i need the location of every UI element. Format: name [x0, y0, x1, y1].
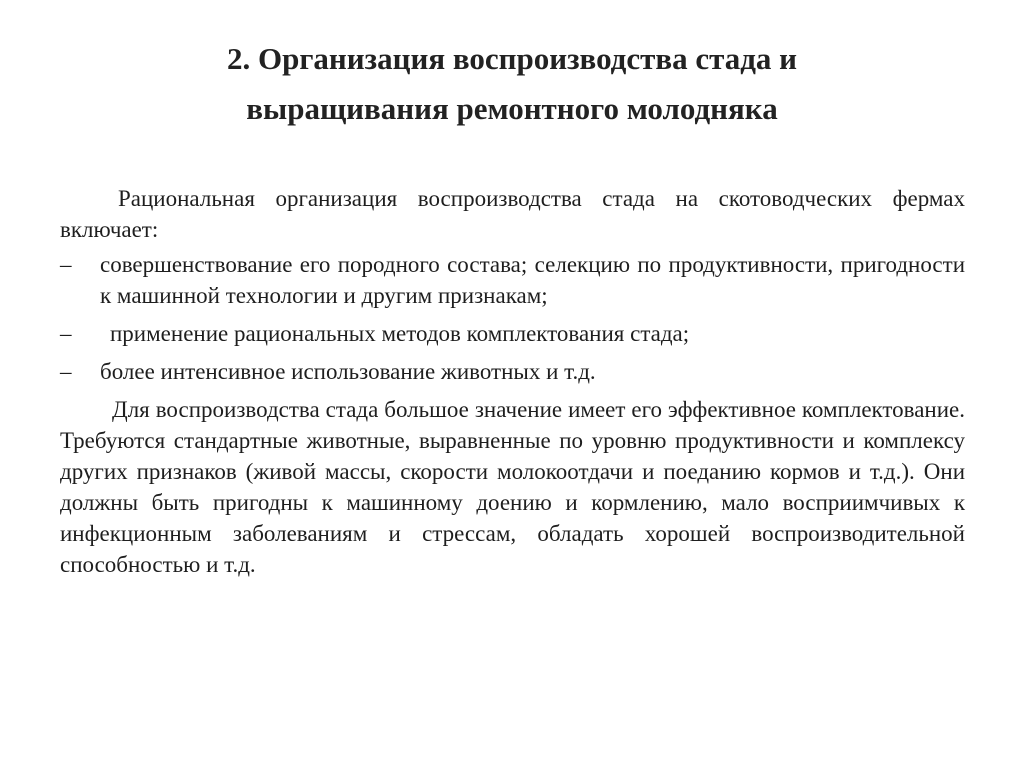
slide-body [60, 183, 965, 580]
list-item-text: более интенсивное использование животных и т.д. [100, 359, 596, 384]
dash-marker: – [60, 321, 72, 346]
herd-completion-paragraph: Для воспроизводства стада большое значение имеет его эффективное комплектование. Требуются стандартные животные, выравненные по уровню продуктивности и комплексу других признаков (живой массы, скорости молокоотдачи и поеданию кормов и т.д.). Они должны быть пригодны к машинному доению и кормлению, мало восприимчивых к инфекционным заболеваниям и стрессам, обладать хорошей воспроизводительной способностью и т.д. [60, 397, 965, 577]
slide-title [60, 34, 964, 134]
list-item [60, 249, 965, 311]
measures-list [60, 249, 965, 387]
list-item-text: применение рациональных методов комплектования стада; [110, 321, 690, 346]
slide-title-line-2: выращивания ремонтного молодняка [246, 91, 778, 126]
list-item-text: совершенствование его породного состава; селекцию по продуктивности, пригодности к машинной технологии и другим признакам; [100, 252, 965, 308]
list-item [60, 318, 965, 349]
slide-title-line-1: 2. Организация воспроизводства стада и [226, 41, 798, 76]
dash-marker: – [60, 252, 72, 277]
dash-marker: – [60, 359, 72, 384]
intro-paragraph: Рациональная организация воспроизводства стада на скотоводческих фермах включает: [60, 186, 965, 242]
list-item [60, 356, 965, 387]
